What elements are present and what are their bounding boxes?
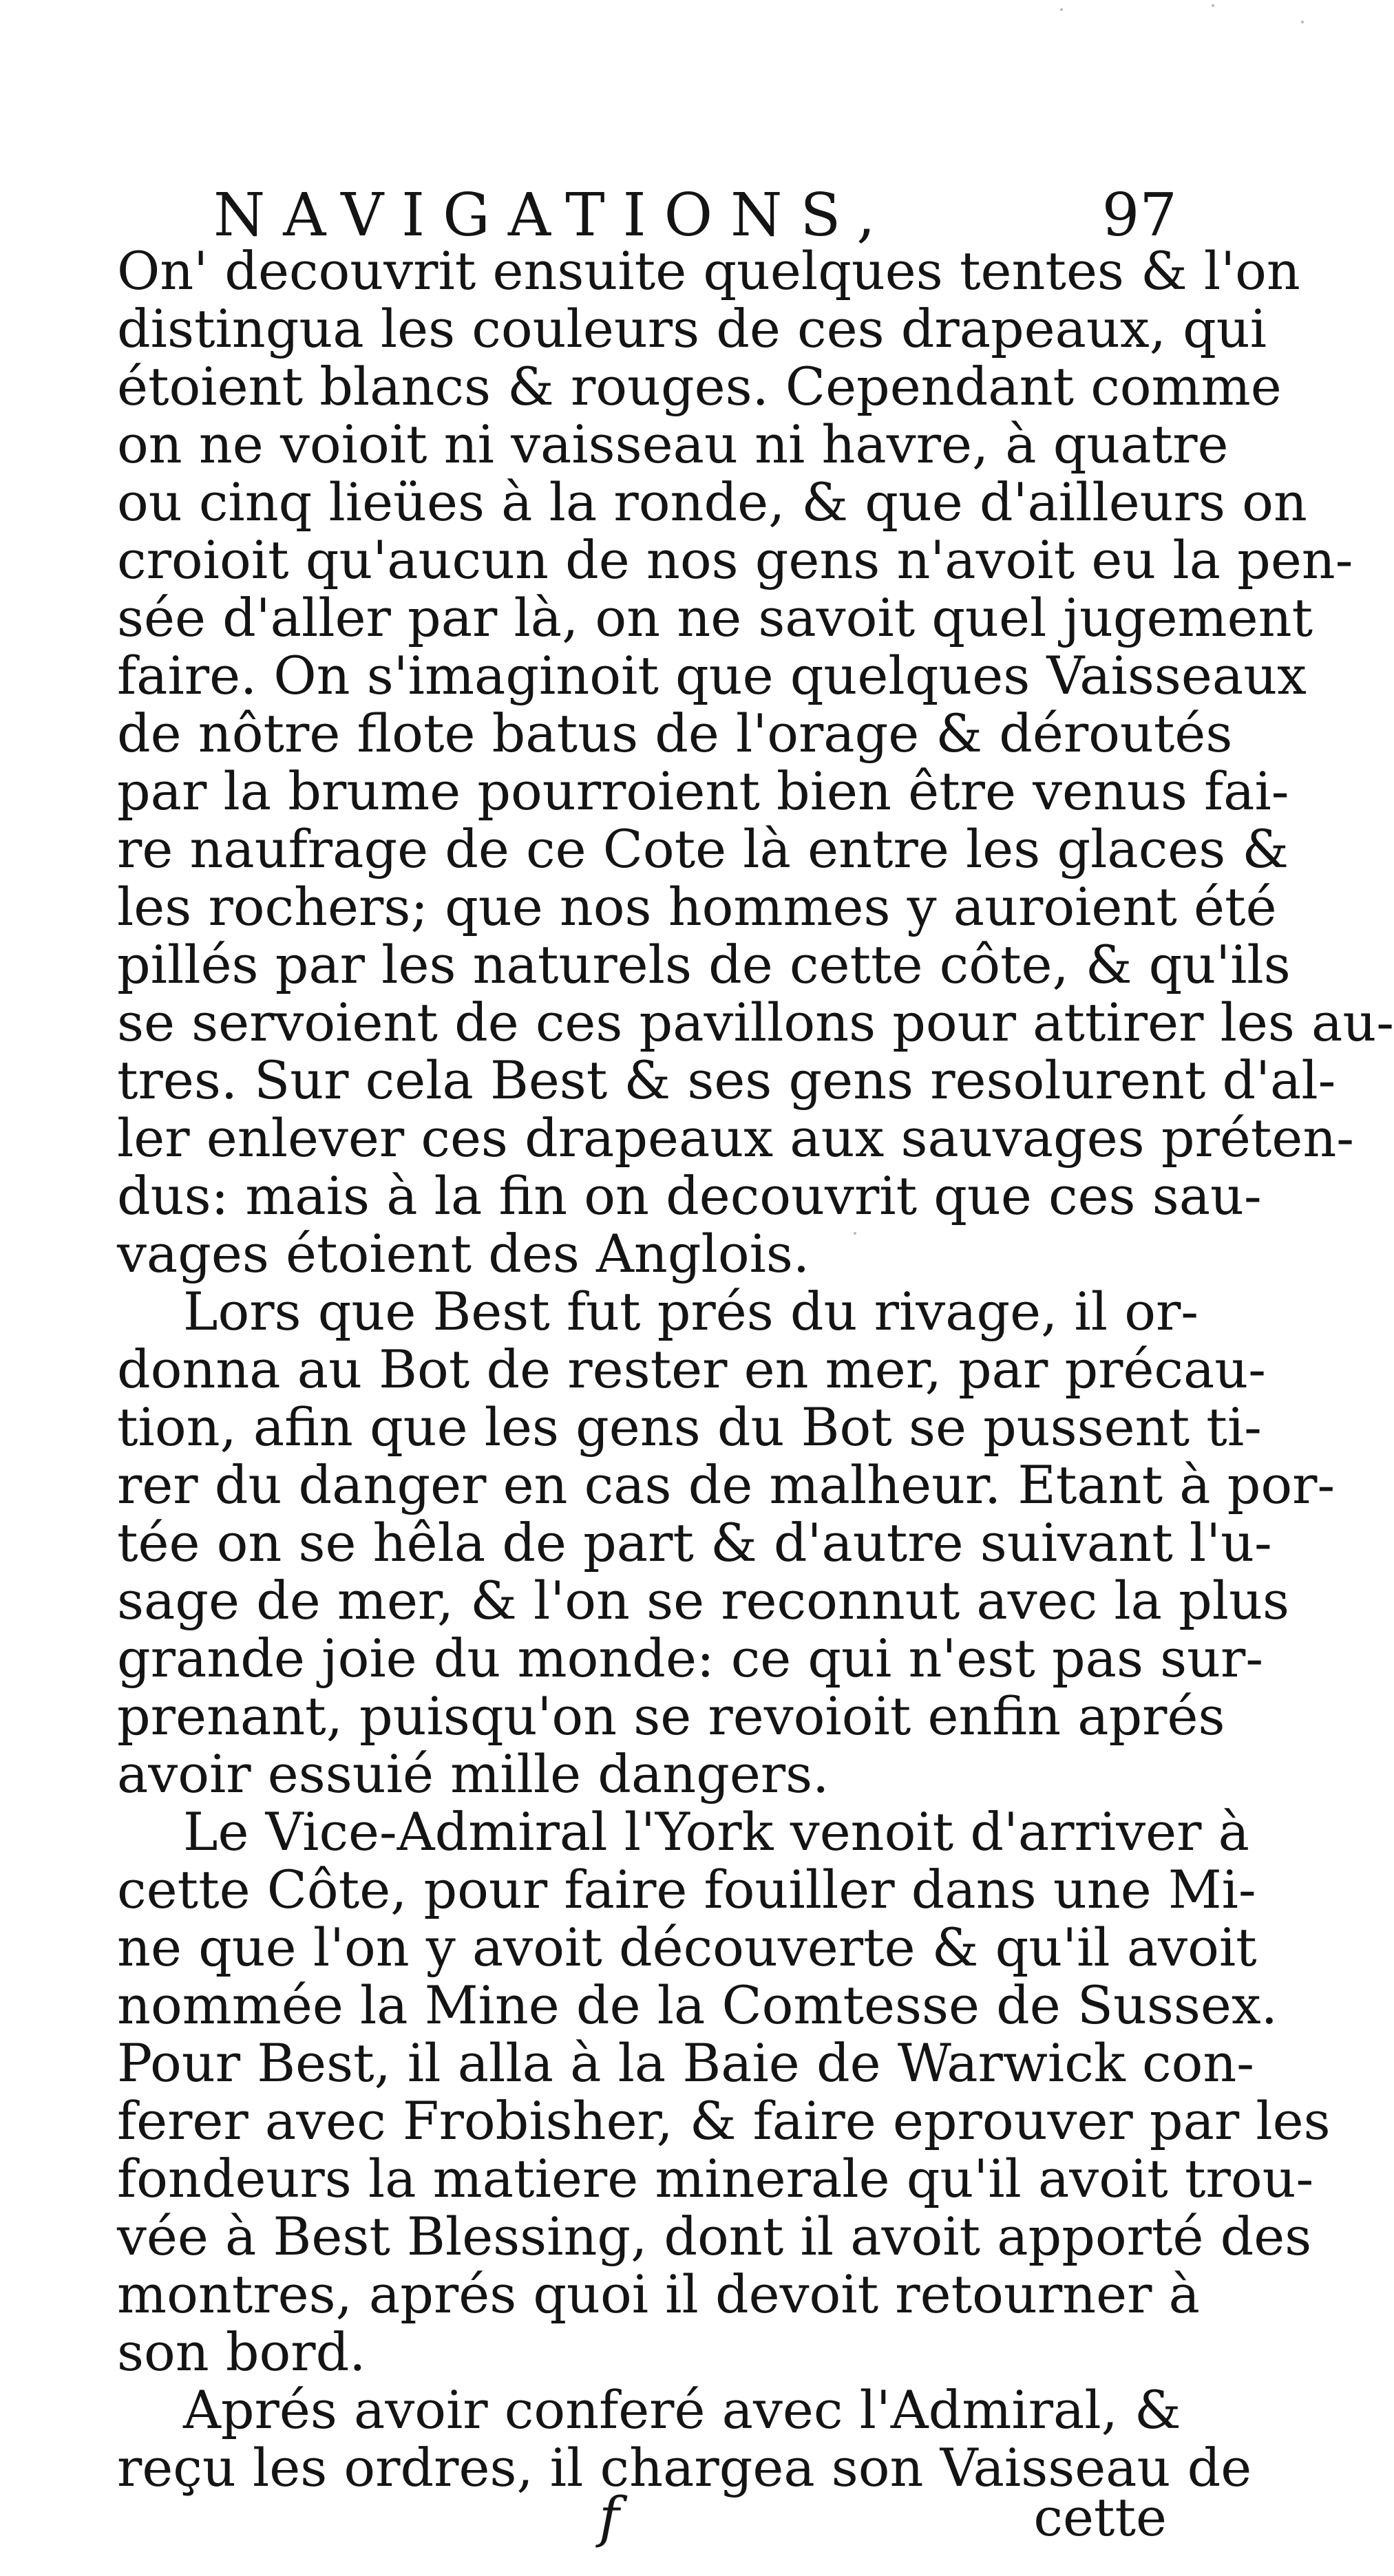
text-line: sage de mer, & l'on se reconnut avec la plus [117,1570,1290,1631]
text-line: reçu les ordres, il chargea son Vaisseau de [117,2437,1252,2498]
text-line: fondeurs la matiere minerale qu'il avoit trou- [117,2148,1314,2209]
paper-speck [854,1232,856,1235]
text-line: nommée la Mine de la Comtesse de Sussex. [117,1974,1278,2036]
text-line: faire. On s'imaginoit que quelques Vaisseaux [117,645,1307,706]
paragraph-first-line: Le Vice-Admiral l'York venoit d'arriver à [183,1801,1249,1862]
text-line: les rochers; que nos hommes y auroient été [117,876,1277,937]
text-line: son bord. [117,2321,366,2383]
text-line: tion, afin que les gens du Bot se pussent ti- [117,1396,1262,1458]
page-number: 97 [1101,181,1177,250]
running-title: NAVIGATIONS, [213,181,894,250]
text-line: Pour Best, il alla à la Baie de Warwick con- [117,2032,1254,2094]
text-line: pillés par les naturels de cette côte, & qu'ils [117,934,1291,995]
text-line: vages étoient des Anglois. [117,1223,810,1284]
text-line: dus: mais à la fin on decouvrit que ces sau- [117,1165,1262,1226]
paragraph-first-line: Aprés avoir conferé avec l'Admiral, & [183,2379,1181,2440]
text-line: avoir essuié mille dangers. [117,1743,830,1805]
text-line: croioit qu'aucun de nos gens n'avoit eu la pen- [117,529,1353,590]
text-line: ne que l'on y avoit découverte & qu'il avoit [117,1917,1257,1978]
text-line: ferer avec Frobisher, & faire eprouver par les [117,2090,1331,2151]
text-line: On' decouvrit ensuite quelques tentes & l'on [117,240,1300,301]
body-text [117,240,1394,2498]
text-line: étoient blancs & rouges. Cependant comme [117,356,1282,417]
text-line: rer du danger en cas de malheur. Etant à por- [117,1454,1335,1515]
text-line: sée d'aller par là, on ne savoit quel jugement [117,587,1313,648]
text-line: montres, aprés quoi il devoit retourner à [117,2264,1200,2325]
text-line: re naufrage de ce Cote là entre les glaces & [117,818,1289,880]
catchword: cette [1033,2487,1167,2548]
paper-speck [1060,8,1063,11]
text-line: prenant, puisqu'on se revoioit enfin aprés [117,1685,1225,1747]
text-line: vée à Best Blessing, dont il avoit apporté des [117,2206,1312,2267]
text-line: tres. Sur cela Best & ses gens resolurent d'al- [117,1050,1336,1111]
text-line: donna au Bot de rester en mer, par précau- [117,1339,1266,1400]
text-line: par la brume pourroient bien être venus fai- [117,760,1289,822]
text-line: grande joie du monde: ce qui n'est pas sur- [117,1628,1264,1689]
text-line: ler enlever ces drapeaux aux sauvages préten- [117,1107,1354,1169]
text-line: de nôtre flote batus de l'orage & déroutés [117,703,1233,764]
page-footer [117,2483,1167,2552]
text-line: cette Côte, pour faire fouiller dans une Mi- [117,1859,1256,1920]
text-line: distingua les couleurs de ces drapeaux, qui [117,298,1267,359]
paragraph-first-line: Lors que Best fut prés du rivage, il or- [183,1281,1198,1342]
text-line: on ne voioit ni vaisseau ni havre, à quatre [117,414,1229,475]
text-line: se servoient de ces pavillons pour attirer les au- [117,992,1394,1053]
signature-mark: f [599,2485,620,2549]
paper-speck [1212,4,1214,7]
text-line: ou cinq lieües à la ronde, & que d'ailleurs on [117,471,1307,533]
text-line: tée on se hêla de part & d'autre suivant l'u- [117,1512,1272,1573]
paper-speck [1301,21,1304,23]
